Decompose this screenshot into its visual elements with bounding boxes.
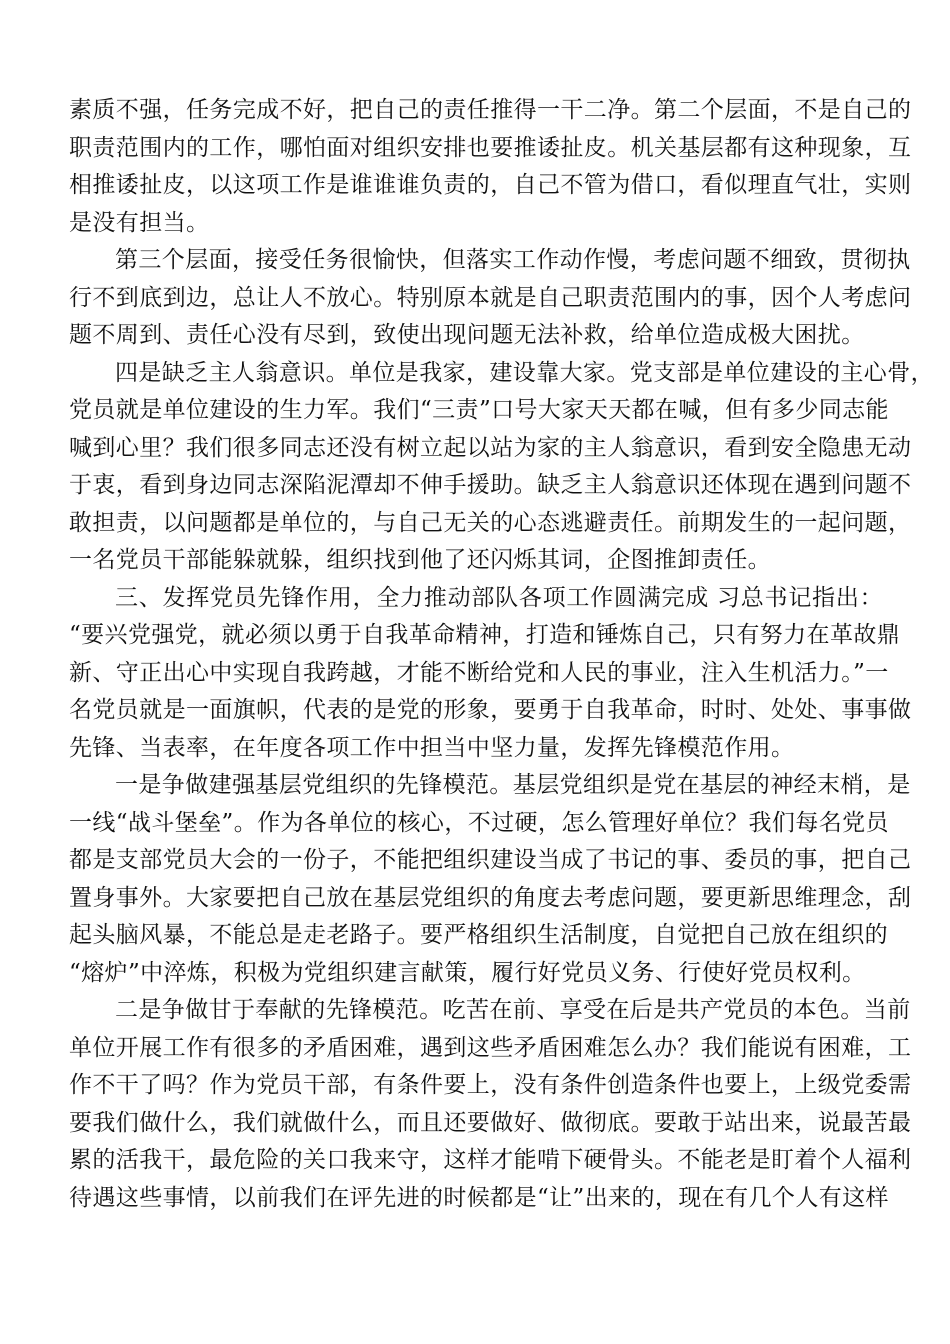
text-line: 累的活我干，最危险的关口我来守，这样才能啃下硬骨头。不能老是盯着个人福利 xyxy=(69,1147,912,1173)
text-line: 一名党员干部能躲就躲，组织找到他了还闪烁其词，企图推卸责任。 xyxy=(69,547,771,573)
text-line: 第三个层面，接受任务很愉快，但落实工作动作慢，考虑问题不细致，贯彻执 xyxy=(115,247,911,273)
text-line: 单位开展工作有很多的矛盾困难，遇到这些矛盾困难怎么办？我们能说有困难，工 xyxy=(69,1034,912,1061)
text-line: 作不干了吗？作为党员干部，有条件要上，没有条件创造条件也要上，上级党委需 xyxy=(69,1072,912,1098)
text-line: 先锋、当表率，在年度各项工作中担当中坚力量，发挥先锋模范作用。 xyxy=(69,734,795,761)
text-line: 名党员就是一面旗帜，代表的是党的形象，要勇于自我革命，时时、处处、事事做 xyxy=(69,697,912,723)
text-line: 相推诿扯皮，以这项工作是谁谁谁负责的，自己不管为借口，看似理直气壮，实则 xyxy=(69,172,912,198)
text-line: 于衷，看到身边同志深陷泥潭却不伸手援助。缺乏主人翁意识还体现在遇到问题不 xyxy=(69,472,912,498)
paragraph xyxy=(69,242,912,355)
text-line: 一线“战斗堡垒”。作为各单位的核心，不过硬，怎么管理好单位？我们每名党员 xyxy=(69,809,889,836)
paragraph xyxy=(69,355,934,580)
text-line: 待遇这些事情，以前我们在评先进的时候都是“让”出来的，现在有几个人有这样 xyxy=(69,1184,889,1211)
paragraph xyxy=(69,767,912,992)
text-line: 职责范围内的工作，哪怕面对组织安排也要推诿扯皮。机关基层都有这种现象，互 xyxy=(69,134,912,161)
text-line: 二是争做甘于奉献的先锋模范。吃苦在前、享受在后是共产党员的本色。当前 xyxy=(115,997,911,1023)
text-line: 党员就是单位建设的生力军。我们“三责”口号大家天天都在喊，但有多少同志能 xyxy=(69,397,889,423)
text-line: 题不周到、责任心没有尽到，致使出现问题无法补救，给单位造成极大困扰。 xyxy=(69,322,865,348)
text-line: 起头脑风暴，不能总是走老路子。要严格组织生活制度，自觉把自己放在组织的 xyxy=(69,922,888,948)
paragraph xyxy=(69,992,912,1217)
paragraph xyxy=(69,92,912,242)
paragraph xyxy=(69,580,912,768)
text-line: 喊到心里？我们很多同志还没有树立起以站为家的主人翁意识，看到安全隐患无动 xyxy=(69,434,912,461)
text-line: 四是缺乏主人翁意识。单位是我家，建设靠大家。党支部是单位建设的主心骨， xyxy=(115,359,934,386)
text-line: 一是争做建强基层党组织的先锋模范。基层党组织是党在基层的神经末梢，是 xyxy=(115,772,911,798)
document-body xyxy=(69,92,934,1217)
text-line: 要我们做什么，我们就做什么，而且还要做好、做彻底。要敢于站出来，说最苦最 xyxy=(69,1109,912,1136)
text-line: 行不到底到边，总让人不放心。特别原本就是自己职责范围内的事，因个人考虑问 xyxy=(69,284,912,311)
text-line: 素质不强，任务完成不好，把自己的责任推得一干二净。第二个层面，不是自己的 xyxy=(69,97,912,123)
text-line: 都是支部党员大会的一份子，不能把组织建设当成了书记的事、委员的事，把自己 xyxy=(69,847,912,873)
text-line: 新、守正出心中实现自我跨越，才能不断给党和人民的事业，注入生机活力。”一 xyxy=(69,659,889,686)
text-line: 三、发挥党员先锋作用，全力推动部队各项工作圆满完成 习总书记指出： xyxy=(115,584,883,611)
text-line: 敢担责，以问题都是单位的，与自己无关的心态逃避责任。前期发生的一起问题， xyxy=(69,509,912,536)
text-line: 是没有担当。 xyxy=(69,209,210,236)
text-line: “熔炉”中淬炼，积极为党组织建言献策，履行好党员义务、行使好党员权利。 xyxy=(69,959,866,986)
text-line: 置身事外。大家要把自己放在基层党组织的角度去考虑问题，要更新思维理念，刮 xyxy=(69,884,912,911)
text-line: “要兴党强党，就必须以勇于自我革命精神，打造和锤炼自己，只有努力在革故鼎 xyxy=(69,622,901,648)
